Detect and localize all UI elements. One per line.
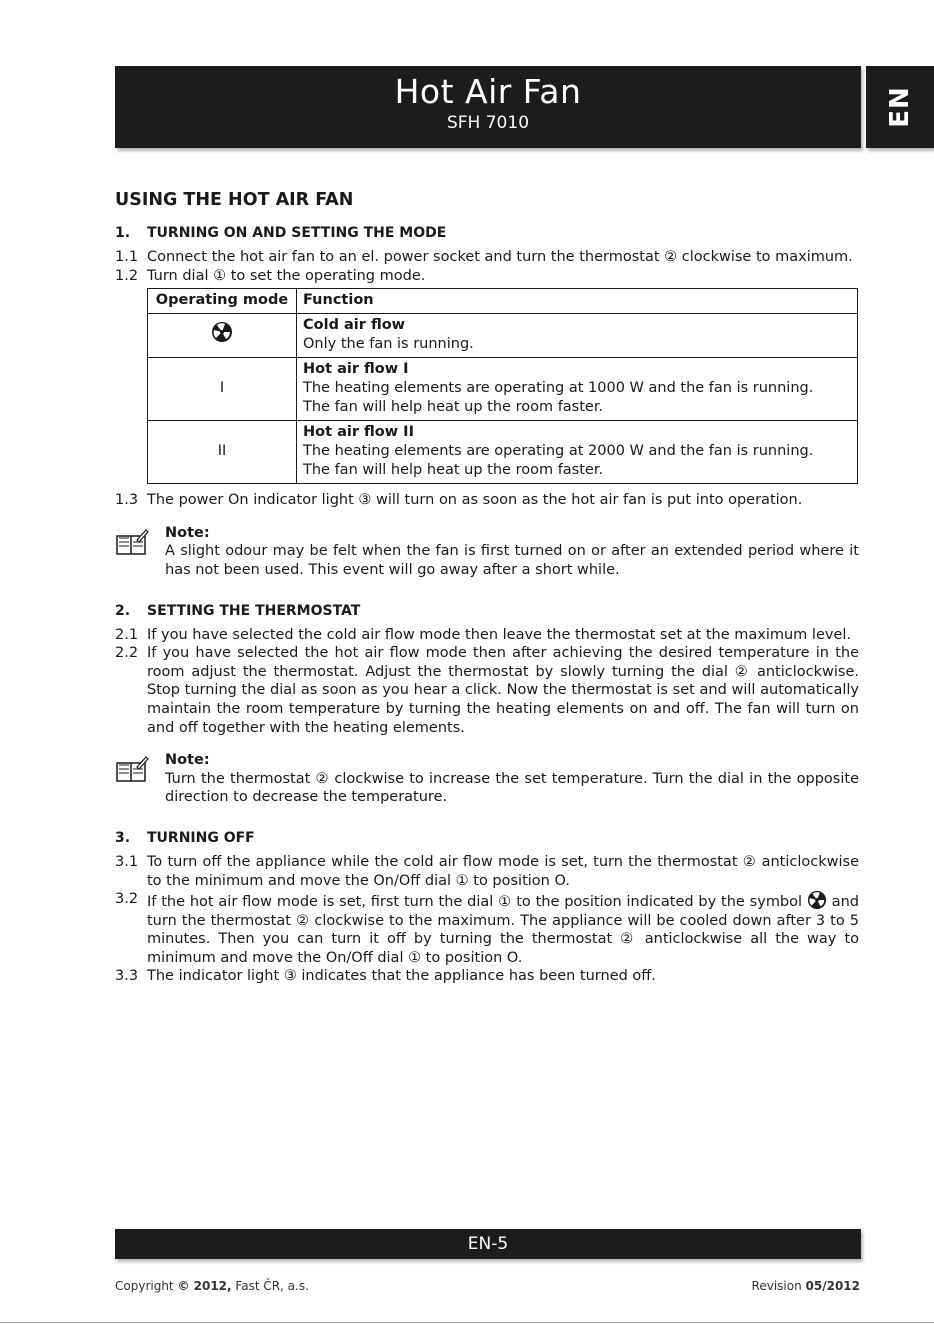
- page-number-bar: [115, 1229, 861, 1259]
- item-text: If you have selected the hot air flow mode then after achieving the desired temperature in the room adjust the thermostat. Adjust the thermostat by slowly turning the dial ② anticlockwise. Stop turning the dial as soon as you hear a click. Now the thermostat is set and will automatically maintain the room temperature by turning the heating elements on and off. The fan will turn on and off together with the heating elements.: [147, 645, 859, 736]
- item-text: Turn dial ① to set the operating mode.: [147, 267, 426, 284]
- table-row: [148, 358, 858, 421]
- function-title: Cold air flow: [303, 317, 406, 334]
- note-book-icon: [115, 751, 165, 807]
- page-number: EN-5: [467, 1234, 509, 1254]
- copyright-prefix: Copyright: [115, 1279, 178, 1293]
- item-number: 2.2: [115, 645, 139, 662]
- heading-number: 3.: [115, 829, 131, 846]
- function-line: Only the fan is running.: [303, 336, 474, 353]
- function-cell: [297, 358, 858, 421]
- note-label: Note:: [165, 752, 210, 769]
- note-box: [115, 524, 859, 580]
- note-label: Note:: [165, 524, 210, 541]
- function-line: The heating elements are operating at 2000 W and the fan is running.: [303, 443, 814, 460]
- item-text: To turn off the appliance while the cold air flow mode is set, turn the thermostat ② anticlockwise to the minimum and move the On/Off dial ① to position O.: [147, 853, 859, 889]
- function-title: Hot air flow I: [303, 361, 409, 378]
- heading-turning-on: [115, 224, 859, 243]
- mode-symbol-cell: [148, 314, 297, 358]
- item-text-part: and turn the thermostat ② clockwise to the maximum. The appliance will be cooled down after 3 to 5 minutes. Then you can turn it off by turning the thermostat ② anticlockwise all the way to minimum and move the On/Off dial ① to position O.: [147, 894, 860, 966]
- operating-mode-table: [147, 288, 858, 484]
- copyright-notice: [115, 1279, 309, 1293]
- function-title: Hot air flow II: [303, 424, 414, 441]
- document-title: Hot Air Fan: [394, 72, 582, 111]
- item-text: The indicator light ③ indicates that the appliance has been turned off.: [147, 968, 656, 985]
- mode-symbol-cell: II: [148, 421, 297, 484]
- copyright-company: Fast ČR, a.s.: [231, 1279, 309, 1293]
- note-book-icon: [115, 524, 165, 580]
- model-number: SFH 7010: [446, 113, 530, 133]
- list-item: [115, 967, 859, 986]
- function-line: The fan will help heat up the room faster.: [303, 399, 604, 416]
- function-line: The fan will help heat up the room faster.: [303, 462, 604, 479]
- list-item: [115, 890, 859, 967]
- item-text: If you have selected the cold air flow mode then leave the thermostat set at the maximum level.: [147, 626, 852, 643]
- list-item: [115, 491, 859, 510]
- item-number: 1.3: [115, 492, 139, 509]
- heading-number: 2.: [115, 602, 131, 619]
- item-number: 3.1: [115, 853, 139, 870]
- note-text: Turn the thermostat ② clockwise to increase the set temperature. Turn the dial in the opposite direction to decrease the temperature.: [165, 770, 859, 806]
- item-number: 1.1: [115, 249, 139, 265]
- heading-number: 1.: [115, 225, 131, 241]
- heading-thermostat: [115, 602, 859, 621]
- heading-turning-off: [115, 829, 859, 848]
- document-header: [115, 66, 861, 148]
- fan-icon: [211, 321, 233, 343]
- list-item: [115, 267, 859, 286]
- item-text: Connect the hot air fan to an el. power socket and turn the thermostat ② clockwise to maximum.: [147, 249, 853, 265]
- list-item: [115, 248, 859, 267]
- main-content: [115, 188, 859, 986]
- heading-text: SETTING THE THERMOSTAT: [147, 602, 361, 619]
- revision-notice: [752, 1279, 860, 1293]
- item-text: [147, 890, 859, 967]
- note-text: A slight odour may be felt when the fan is first turned on or after an extended period where it has not been used. This event will go away after a short while.: [165, 543, 859, 578]
- language-tab: [866, 66, 934, 148]
- function-cell: [297, 421, 858, 484]
- list-item: [115, 626, 859, 645]
- heading-text: TURNING OFF: [147, 829, 255, 846]
- mode-symbol-cell: I: [148, 358, 297, 421]
- column-header: Operating mode: [148, 289, 297, 314]
- item-text: The power On indicator light ③ will turn on as soon as the hot air fan is put into operation.: [147, 492, 803, 509]
- item-text-part: If the hot air flow mode is set, first turn the dial ① to the position indicated by the symbol: [147, 894, 803, 911]
- column-header: Function: [297, 289, 858, 314]
- list-item: [115, 644, 859, 737]
- language-tab-label: EN: [885, 86, 915, 128]
- revision-date: 05/2012: [805, 1279, 860, 1293]
- list-item: [115, 853, 859, 890]
- item-number: 2.1: [115, 626, 139, 643]
- page-bottom-divider: [0, 1322, 934, 1323]
- heading-text: TURNING ON AND SETTING THE MODE: [147, 225, 447, 241]
- revision-prefix: Revision: [751, 1279, 806, 1293]
- note-box: [115, 751, 859, 807]
- section-title: USING THE HOT AIR FAN: [115, 190, 354, 210]
- table-header-row: [148, 289, 858, 314]
- item-number: 1.2: [115, 267, 139, 284]
- copyright-year: © 2012,: [177, 1279, 232, 1293]
- fan-icon: [807, 890, 827, 910]
- function-line: The heating elements are operating at 1000 W and the fan is running.: [303, 380, 814, 397]
- function-cell: [297, 314, 858, 358]
- item-number: 3.3: [115, 968, 139, 985]
- table-row: [148, 314, 858, 358]
- item-number: 3.2: [115, 891, 139, 908]
- table-row: [148, 421, 858, 484]
